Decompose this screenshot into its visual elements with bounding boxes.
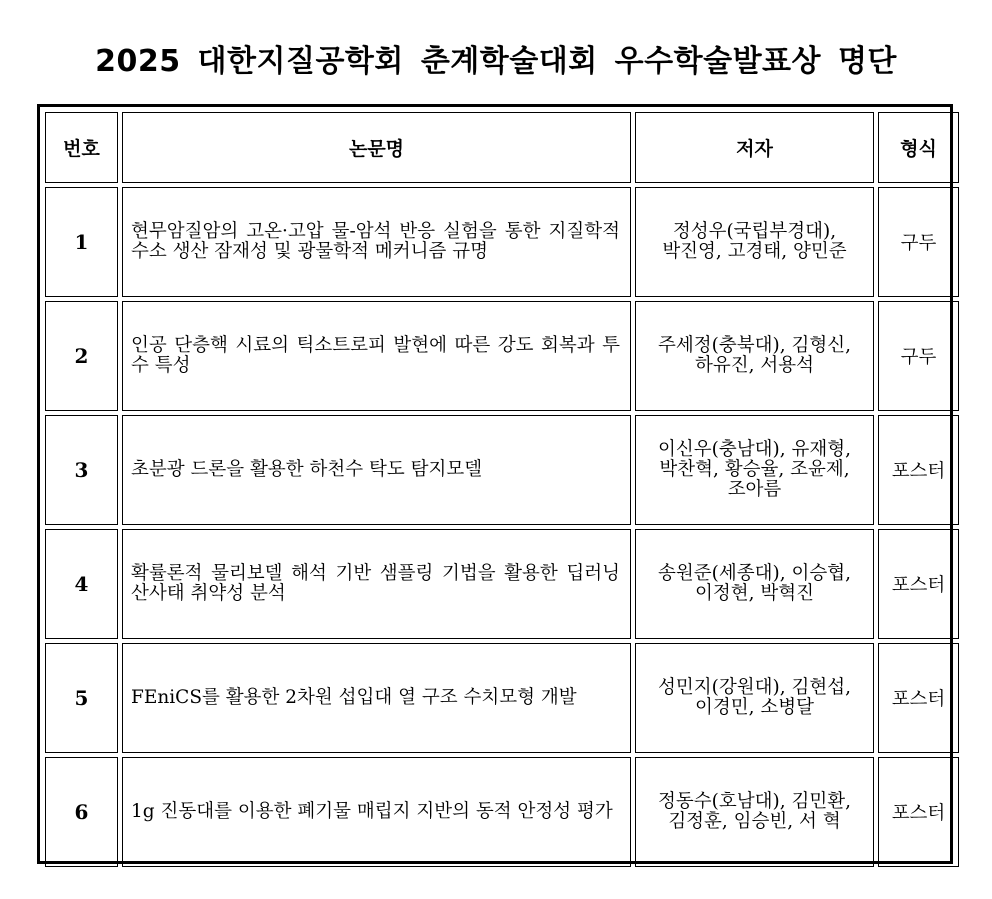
paper-title: 확률론적 물리보델 해석 기반 샘플링 기법을 활용한 딥러닝 산사태 취약성 분석 xyxy=(122,529,631,639)
author-line: 하유진, 서용석 xyxy=(695,355,814,376)
paper-title: 초분광 드론을 활용한 하천수 탁도 탐지모델 xyxy=(122,415,631,525)
header-paper-title: 논문명 xyxy=(122,112,631,183)
table-row xyxy=(45,415,959,525)
author-line: 이경민, 소병달 xyxy=(695,697,814,718)
header-row xyxy=(45,112,959,183)
author-line: 조아름 xyxy=(727,479,782,500)
presentation-format: 포스터 xyxy=(878,757,959,867)
header-authors: 저자 xyxy=(635,112,874,183)
award-table xyxy=(41,108,963,871)
author-line: 정동수(호남대), 김민환, xyxy=(658,791,851,812)
row-number: 2 xyxy=(45,301,118,411)
paper-title: 1g 진동대를 이용한 폐기물 매립지 지반의 동적 안정성 평가 xyxy=(122,757,631,867)
authors xyxy=(635,187,874,297)
authors xyxy=(635,643,874,753)
author-line: 정성우(국립부경대), xyxy=(672,221,837,242)
row-number: 1 xyxy=(45,187,118,297)
header-format: 형식 xyxy=(878,112,959,183)
award-table-frame xyxy=(37,104,953,864)
presentation-format: 포스터 xyxy=(878,415,959,525)
table-row xyxy=(45,643,959,753)
row-number: 4 xyxy=(45,529,118,639)
table-row xyxy=(45,301,959,411)
table-row xyxy=(45,187,959,297)
presentation-format: 포스터 xyxy=(878,529,959,639)
author-line: 송원준(세종대), 이승협, xyxy=(658,563,851,584)
authors xyxy=(635,529,874,639)
author-line: 김정훈, 임승빈, 서 혁 xyxy=(668,811,841,832)
table-row xyxy=(45,757,959,867)
authors xyxy=(635,301,874,411)
paper-title: 인공 단층핵 시료의 틱소트로피 발현에 따른 강도 회복과 투수 특성 xyxy=(122,301,631,411)
row-number: 3 xyxy=(45,415,118,525)
author-line: 성민지(강원대), 김현섭, xyxy=(658,677,851,698)
presentation-format: 구두 xyxy=(878,187,959,297)
paper-title: FEniCS를 활용한 2차원 섭입대 열 구조 수치모형 개발 xyxy=(122,643,631,753)
author-line: 이정현, 박혁진 xyxy=(695,583,814,604)
author-line: 이신우(충남대), 유재형, xyxy=(658,439,851,460)
row-number: 5 xyxy=(45,643,118,753)
header-number: 번호 xyxy=(45,112,118,183)
author-line: 박찬혁, 황승율, 조윤제, xyxy=(659,459,850,480)
author-line: 주세정(충북대), 김형신, xyxy=(658,335,851,356)
table-row xyxy=(45,529,959,639)
presentation-format: 포스터 xyxy=(878,643,959,753)
author-line: 박진영, 고경태, 양민준 xyxy=(662,241,847,262)
authors xyxy=(635,415,874,525)
presentation-format: 구두 xyxy=(878,301,959,411)
row-number: 6 xyxy=(45,757,118,867)
authors xyxy=(635,757,874,867)
paper-title: 현무암질암의 고온·고압 물-암석 반응 실험을 통한 지질학적 수소 생산 잠재성 및 광물학적 메커니즘 규명 xyxy=(122,187,631,297)
document-title: 2025 대한지질공학회 춘계학술대회 우수학술발표상 명단 xyxy=(95,44,897,79)
